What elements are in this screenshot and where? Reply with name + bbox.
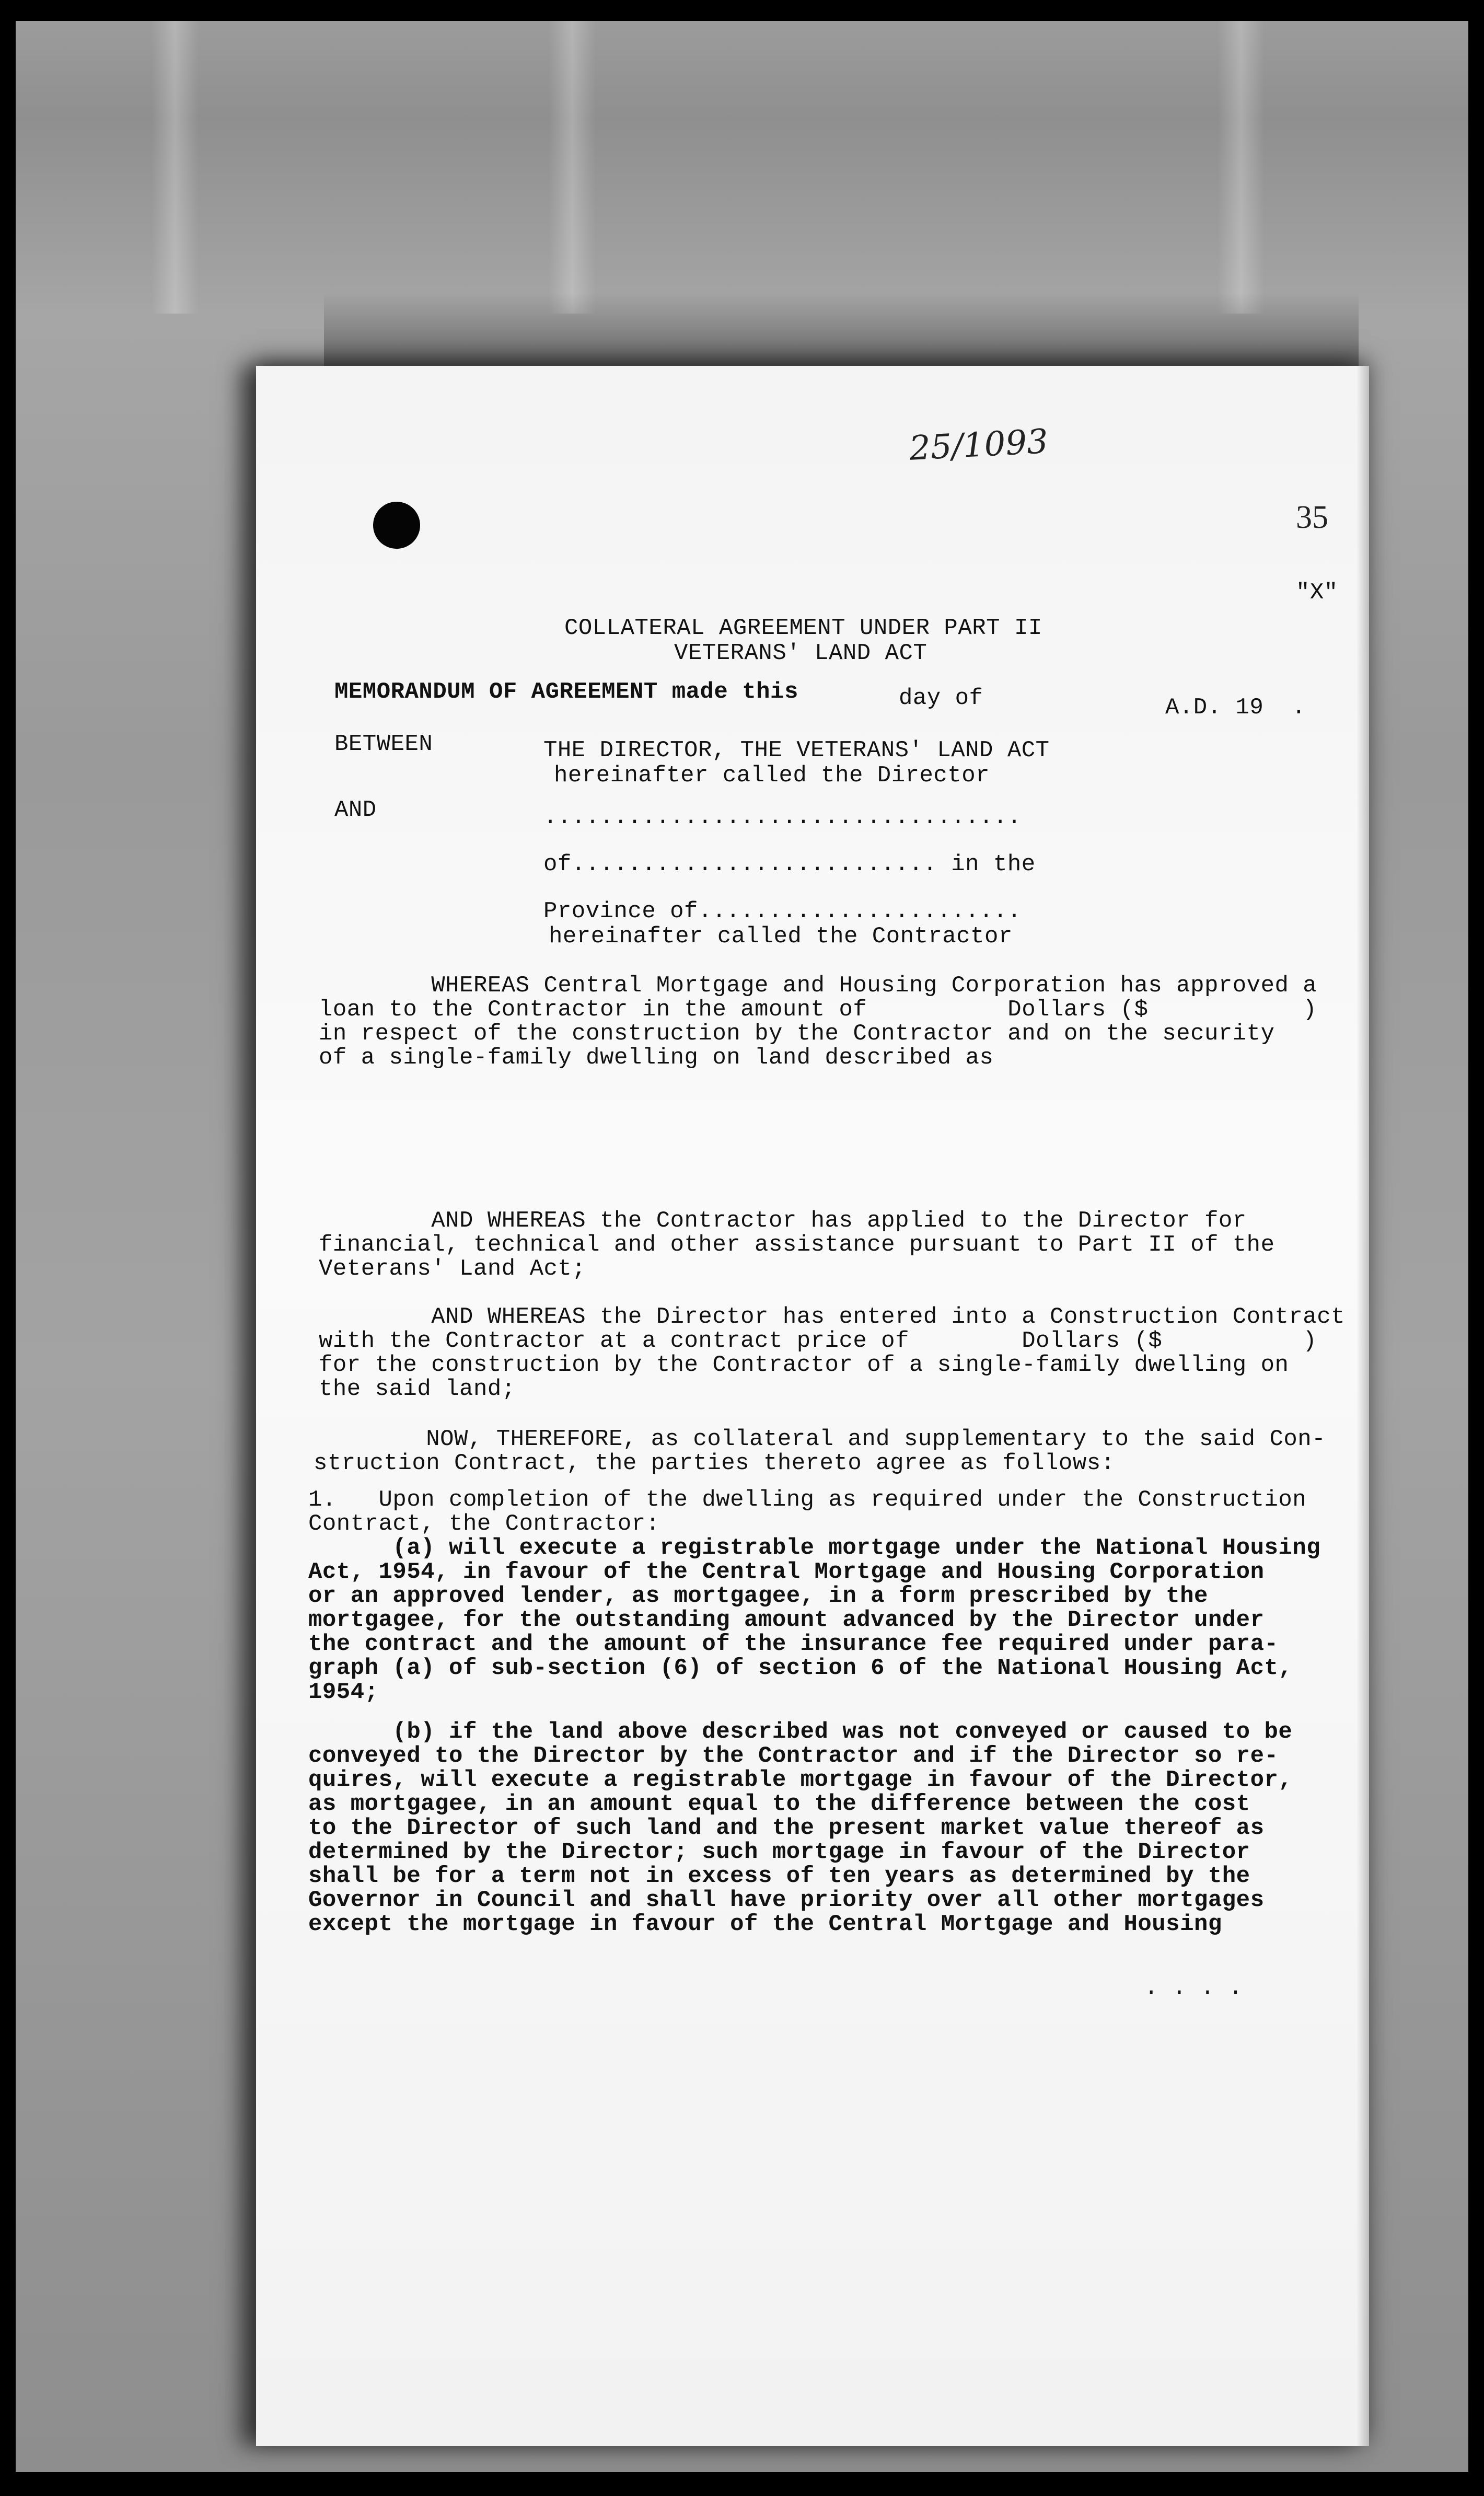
contractor-of-line: of.......................... in the bbox=[543, 851, 1036, 877]
title-line-2: VETERANS' LAND ACT bbox=[674, 640, 928, 666]
text-line: Contract, the Contractor: bbox=[308, 1511, 660, 1537]
film-streak bbox=[549, 21, 596, 314]
between-label: BETWEEN bbox=[334, 731, 433, 757]
document-page bbox=[256, 366, 1369, 2446]
title-line-1: COLLATERAL AGREEMENT UNDER PART II bbox=[564, 615, 1042, 641]
continuation-dots: . . . . bbox=[1144, 1975, 1243, 2001]
text-line: NOW, THEREFORE, as collateral and supplementary to the said Con- bbox=[314, 1426, 1326, 1452]
text-line: (b) if the land above described was not conveyed or caused to be bbox=[308, 1719, 1293, 1745]
memorandum-ad: A.D. 19 . bbox=[1165, 695, 1306, 721]
exhibit-mark: "X" bbox=[1296, 580, 1338, 606]
text-line: for the construction by the Contractor of a single-family dwelling on bbox=[319, 1352, 1289, 1378]
text-line: except the mortgage in favour of the Central Mortgage and Housing bbox=[308, 1911, 1222, 1937]
text-line: AND WHEREAS the Contractor has applied to the Director for bbox=[319, 1208, 1247, 1234]
text-line: the contract and the amount of the insurance fee required under para- bbox=[308, 1631, 1279, 1657]
page-number: 35 bbox=[1296, 500, 1328, 535]
contractor-called-line: hereinafter called the Contractor bbox=[549, 923, 1013, 950]
text-line: struction Contract, the parties thereto agree as follows: bbox=[314, 1450, 1115, 1476]
text-line: Veterans' Land Act; bbox=[319, 1256, 586, 1282]
text-line: as mortgagee, in an amount equal to the difference between the cost bbox=[308, 1791, 1250, 1817]
text-line: shall be for a term not in excess of ten years as determined by the bbox=[308, 1863, 1250, 1889]
contractor-name-blank: .................................. bbox=[543, 804, 1022, 830]
director-line-2: hereinafter called the Director bbox=[554, 762, 990, 789]
text-line: conveyed to the Director by the Contractor and if the Director so re- bbox=[308, 1743, 1279, 1769]
text-line: or an approved lender, as mortgagee, in a form prescribed by the bbox=[308, 1583, 1208, 1609]
text-line: loan to the Contractor in the amount of Dollars ($ ) bbox=[319, 997, 1317, 1023]
page-edge bbox=[1357, 366, 1369, 2446]
handwritten-reference: 25/1093 bbox=[908, 422, 1049, 468]
text-line: determined by the Director; such mortgage in favour of the Director bbox=[308, 1839, 1250, 1865]
text-line: AND WHEREAS the Director has entered into a Construction Contract bbox=[319, 1304, 1346, 1330]
and-label: AND bbox=[334, 797, 377, 823]
text-line: 1. Upon completion of the dwelling as required under the Construction bbox=[308, 1487, 1307, 1513]
film-streak bbox=[152, 21, 199, 314]
memorandum-lead: MEMORANDUM OF AGREEMENT made this bbox=[334, 679, 798, 705]
director-line-1: THE DIRECTOR, THE VETERANS' LAND ACT bbox=[543, 737, 1050, 764]
text-line: WHEREAS Central Mortgage and Housing Corporation has approved a bbox=[319, 973, 1317, 999]
text-line: of a single-family dwelling on land described as bbox=[319, 1045, 994, 1071]
text-line: Governor in Council and shall have priority over all other mortgages bbox=[308, 1887, 1265, 1913]
text-line: in respect of the construction by the Contractor and on the security bbox=[319, 1021, 1275, 1047]
punch-hole bbox=[373, 502, 420, 549]
text-line: Act, 1954, in favour of the Central Mortgage and Housing Corporation bbox=[308, 1559, 1265, 1585]
text-line: (a) will execute a registrable mortgage under the National Housing bbox=[308, 1535, 1321, 1561]
text-line: to the Director of such land and the present market value thereof as bbox=[308, 1815, 1265, 1841]
memorandum-day: day of bbox=[899, 685, 983, 711]
text-line: mortgagee, for the outstanding amount advanced by the Director under bbox=[308, 1607, 1265, 1633]
text-line: with the Contractor at a contract price of Dollars ($ ) bbox=[319, 1328, 1317, 1354]
contractor-province-line: Province of....................... bbox=[543, 898, 1022, 925]
text-line: graph (a) of sub-section (6) of section 6 of the National Housing Act, bbox=[308, 1655, 1293, 1681]
text-line: financial, technical and other assistance pursuant to Part II of the bbox=[319, 1232, 1275, 1258]
text-line: 1954; bbox=[308, 1679, 379, 1705]
film-streak bbox=[1218, 21, 1265, 314]
text-line: the said land; bbox=[319, 1376, 516, 1402]
text-line: quires, will execute a registrable mortgage in favour of the Director, bbox=[308, 1767, 1293, 1793]
